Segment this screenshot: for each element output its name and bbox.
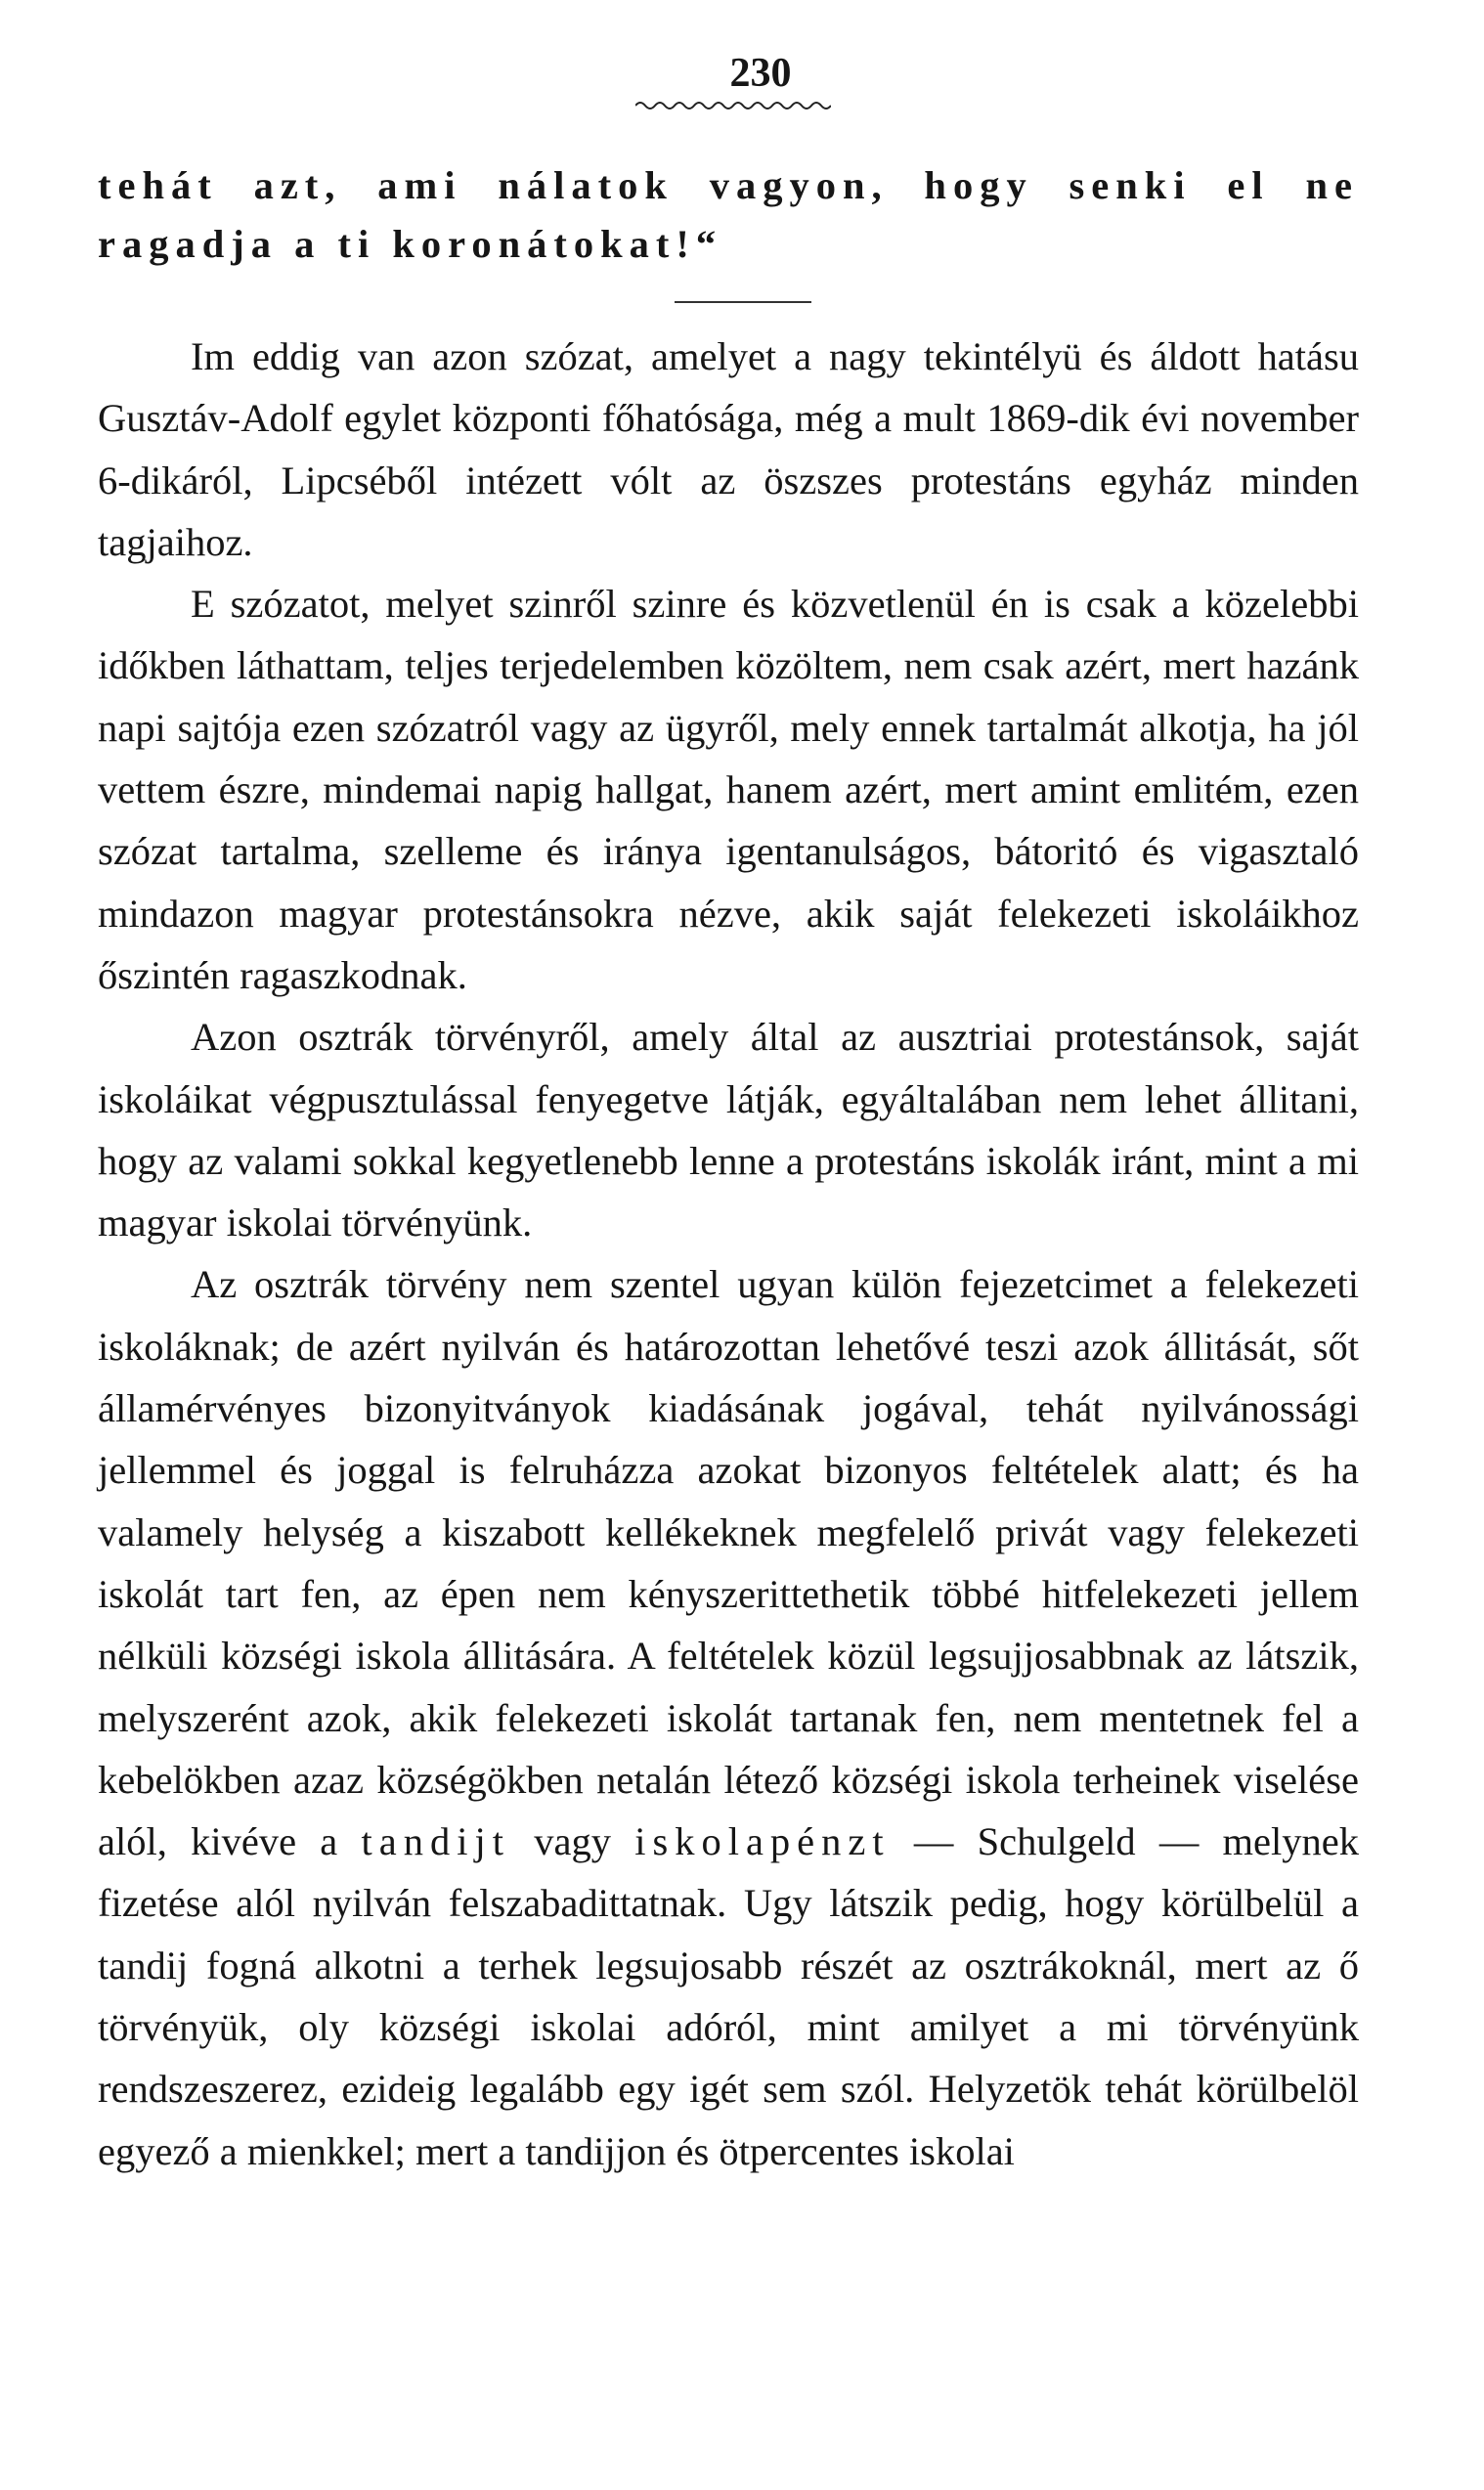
quote-line-1: tehát azt, ami nálatok vagyon, hogy senki el ne [98, 163, 1359, 207]
paragraph-2: E szózatot, melyet szinről szinre és közvetlenül én is csak a közelebbi időkben láthattam, teljes terjedelemben közöltem, nem csak azért, mert hazánk napi sajtója ezen szózatról vagy az ügyről, mely ennek tartalmát alkotja, ha jól vettem észre, mindemai napig hallgat, hanem azért, mert amint emlitém, ezen szózat tartalma, szelleme és iránya igentanulságos, bátoritó és vigasztaló mindazon magyar protestánsokra nézve, akik saját felekezeti iskoláikhoz őszintén ragaszkodnak. [98, 582, 1359, 997]
paragraph-1: Im eddig van azon szózat, amelyet a nagy tekintélyü és áldott hatásu Gusztáv-Adolf egylet központi főhatósága, még a mult 1869-dik évi november 6-dikáról, Lipcséből intézett vólt az öszszes protestáns egyház minden tagjaihoz. [98, 334, 1359, 564]
paragraph-4-part-3: — Schulgeld — melynek fizetése alól nyilván felszabadittatnak. Ugy látszik pedig, hogy körülbelül a tandij fogná alkotni a terhek legsujosabb részét az osztrákoknál, mert az ő törvényük, oly községi iskolai adóról, mint amilyet a mi törvényünk rendszeszerez, ezideig legalább egy igét sem szól. Helyzetök tehát körülbelöl egyező a mienkkel; mert a tandijjon és ötpercentes iskolai [98, 1819, 1360, 2173]
paragraph-4-part-1: Az osztrák törvény nem szentel ugyan külön fejezetcimet a felekezeti iskoláknak; de azért nyilván és határozottan lehetővé teszi azok állitását, sőt államérvényes bizonyitványok kiadásának jogával, tehát nyilvánossági jellemmel és joggal is felruházza azokat bizonyos feltételek alatt; és ha valamely helység a kiszabott kellékeknek megfelelő privát vagy felekezeti iskolát tart fen, az épen nem kényszerittethetik többé hitfelekezeti jellem nélküli községi iskola állitására. A feltételek közül legsujjosabbnak az látszik, melyszerént azok, akik felekezeti iskolát tartanak fen, nem mentetnek fel a kebelökben azaz községökben netalán létező községi iskola terheinek viselése alól, kivéve a [98, 1262, 1359, 1864]
paragraph-3: Azon osztrák törvényről, amely által az ausztriai protestánsok, saját iskoláikat végpusztulással fenyegetve látják, egyáltalában nem lehet állitani, hogy az valami sokkal kegyetlenebb lenne a protestáns iskolák iránt, mint a mi magyar iskolai törvényünk. [98, 1015, 1359, 1245]
page-number-value: 230 [729, 51, 792, 96]
quote-line-2: ragadja a ti koronátokat!“ [98, 222, 723, 266]
paragraph-4 [98, 1253, 1359, 2181]
section-divider [675, 301, 811, 303]
term-iskolapenzt: iskolapénzt [634, 1819, 891, 1864]
page-number [0, 47, 1484, 100]
wavy-rule-ornament [635, 98, 831, 113]
quote-ending [98, 156, 1359, 274]
paragraph-4-part-2: vagy [509, 1819, 635, 1864]
body-text [98, 326, 1359, 2182]
term-tandijt: tandijt [361, 1819, 510, 1864]
